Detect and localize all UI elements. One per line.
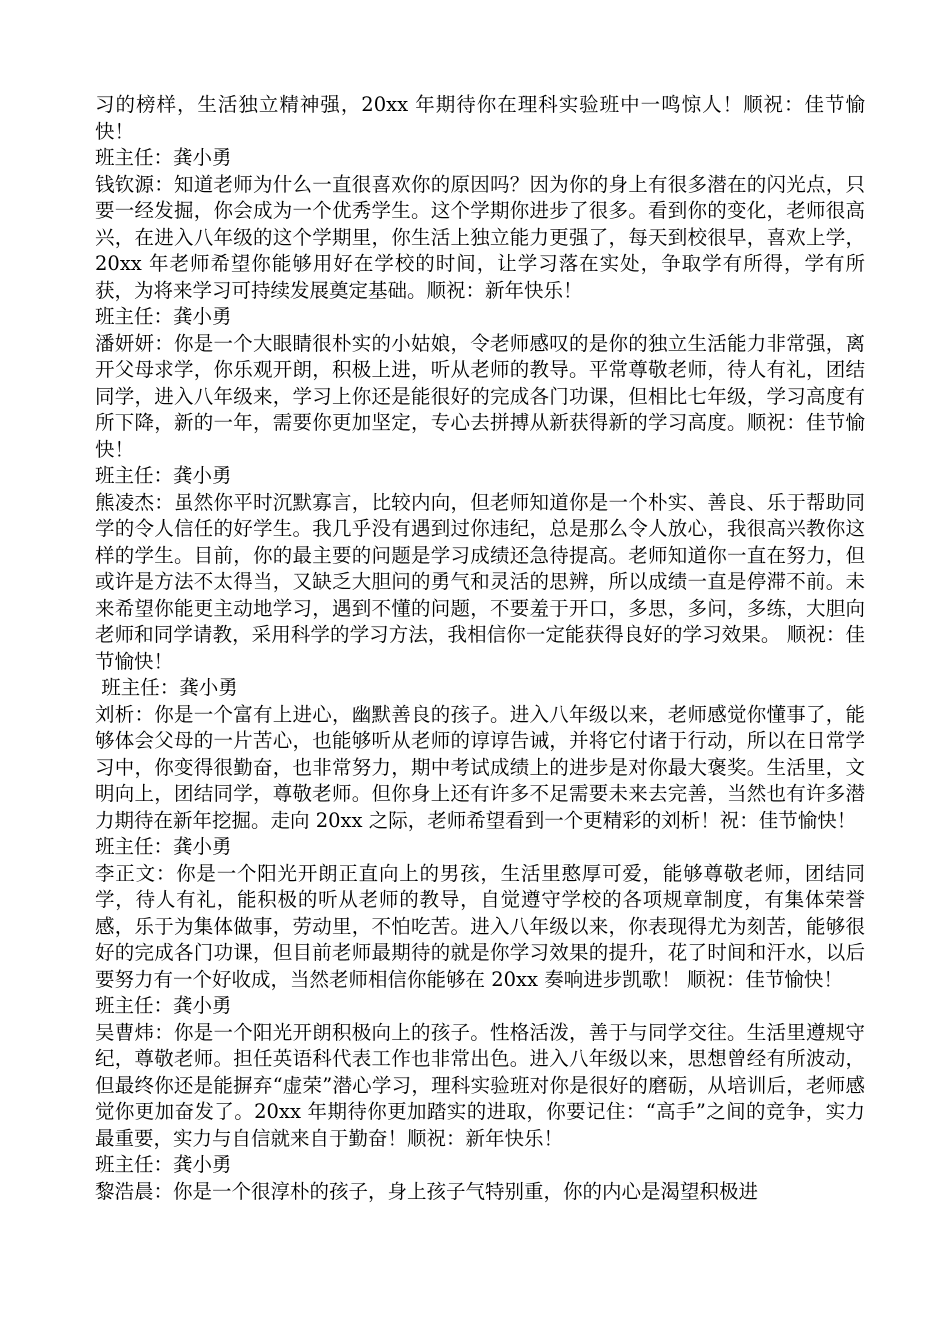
teacher-signature: 班主任：龚小勇 xyxy=(95,146,232,169)
teacher-signature: 班主任：龚小勇 xyxy=(95,835,232,858)
teacher-signature: 班主任：龚小勇 xyxy=(95,305,232,328)
document-body xyxy=(95,92,865,1205)
comment-paragraph: 刘析：你是一个富有上进心，幽默善良的孩子。进入八年级以来，老师感觉你懂事了，能够体会父母的一片苦心，也能够听从老师的谆谆告诫，并将它付诸于行动，所以在日常学习中，你变得很勤奋，也非常努力，期中考试成绩上的进步是对你最大褒奖。生活里，文明向上，团结同学，尊敬老师。但你身上还有许多不足需要未来去完善，当然也有许多潜力期待在新年挖掘。走向 20xx 之际，老师希望看到一个更精彩的刘析！祝：佳节愉快！ xyxy=(95,702,865,832)
teacher-signature: 班主任：龚小勇 xyxy=(95,1153,232,1176)
teacher-signature: 班主任：龚小勇 xyxy=(95,994,232,1017)
comment-paragraph: 习的榜样，生活独立精神强，20xx 年期待你在理科实验班中一鸣惊人！顺祝：佳节愉快！ xyxy=(95,93,865,143)
teacher-signature: 班主任：龚小勇 xyxy=(95,464,232,487)
comment-paragraph: 李正文：你是一个阳光开朗正直向上的男孩，生活里憨厚可爱，能够尊敬老师，团结同学，待人有礼，能积极的听从老师的教导，自觉遵守学校的各项规章制度，有集体荣誉感，乐于为集体做事，劳动里，不怕吃苦。进入八年级以来，你表现得尤为刻苦，能够很好的完成各门功课，但目前老师最期待的就是你学习效果的提升，花了时间和汗水，以后要努力有一个好收成，当然老师相信你能够在 20xx 奏响进步凯歌！ 顺祝：佳节愉快！ xyxy=(95,861,865,991)
teacher-signature: 班主任：龚小勇 xyxy=(95,676,238,699)
comment-paragraph: 熊凌杰：虽然你平时沉默寡言，比较内向，但老师知道你是一个朴实、善良、乐于帮助同学的令人信任的好学生。我几乎没有遇到过你违纪，总是那么令人放心，我很高兴教你这样的学生。目前，你的最主要的问题是学习成绩还急待提高。老师知道你一直在努力，但或许是方法不太得当，又缺乏大胆问的勇气和灵活的思辨，所以成绩一直是停滞不前。未来希望你能更主动地学习，遇到不懂的问题，不要羞于开口，多思，多问，多练，大胆向老师和同学请教，采用科学的学习方法，我相信你一定能获得良好的学习效果。 顺祝：佳节愉快！ xyxy=(95,490,865,673)
comment-paragraph: 潘妍妍：你是一个大眼睛很朴实的小姑娘，令老师感叹的是你的独立生活能力非常强，离开父母求学，你乐观开朗，积极上进，听从老师的教导。平常尊敬老师，待人有礼，团结同学，进入八年级来，学习上你还是能很好的完成各门功课，但相比七年级，学习高度有所下降，新的一年，需要你更加坚定，专心去拼搏从新获得新的学习高度。顺祝：佳节愉快！ xyxy=(95,331,865,461)
comment-paragraph: 钱钦源：知道老师为什么一直很喜欢你的原因吗？因为你的身上有很多潜在的闪光点，只要一经发掘，你会成为一个优秀学生。这个学期你进步了很多。看到你的变化，老师很高兴，在进入八年级的这个学期里，你生活上独立能力更强了，每天到校很早，喜欢上学，20xx 年老师希望你能够用好在学校的时间，让学习落在实处，争取学有所得，学有所获，为将来学习可持续发展奠定基础。顺祝：新年快乐！ xyxy=(95,172,865,302)
comment-paragraph: 吴曹炜：你是一个阳光开朗积极向上的孩子。性格活泼，善于与同学交往。生活里遵规守纪，尊敬老师。担任英语科代表工作也非常出色。进入八年级以来，思想曾经有所波动，但最终你还是能摒弃“虚荣”潜心学习，理科实验班对你是很好的磨砺，从培训后，老师感觉你更加奋发了。20xx 年期待你更加踏实的进取，你要记住：“高手”之间的竞争，实力最重要，实力与自信就来自于勤奋！顺祝：新年快乐！ xyxy=(95,1020,865,1150)
comment-paragraph: 黎浩晨：你是一个很淳朴的孩子，身上孩子气特别重，你的内心是渴望积极进 xyxy=(95,1179,759,1203)
